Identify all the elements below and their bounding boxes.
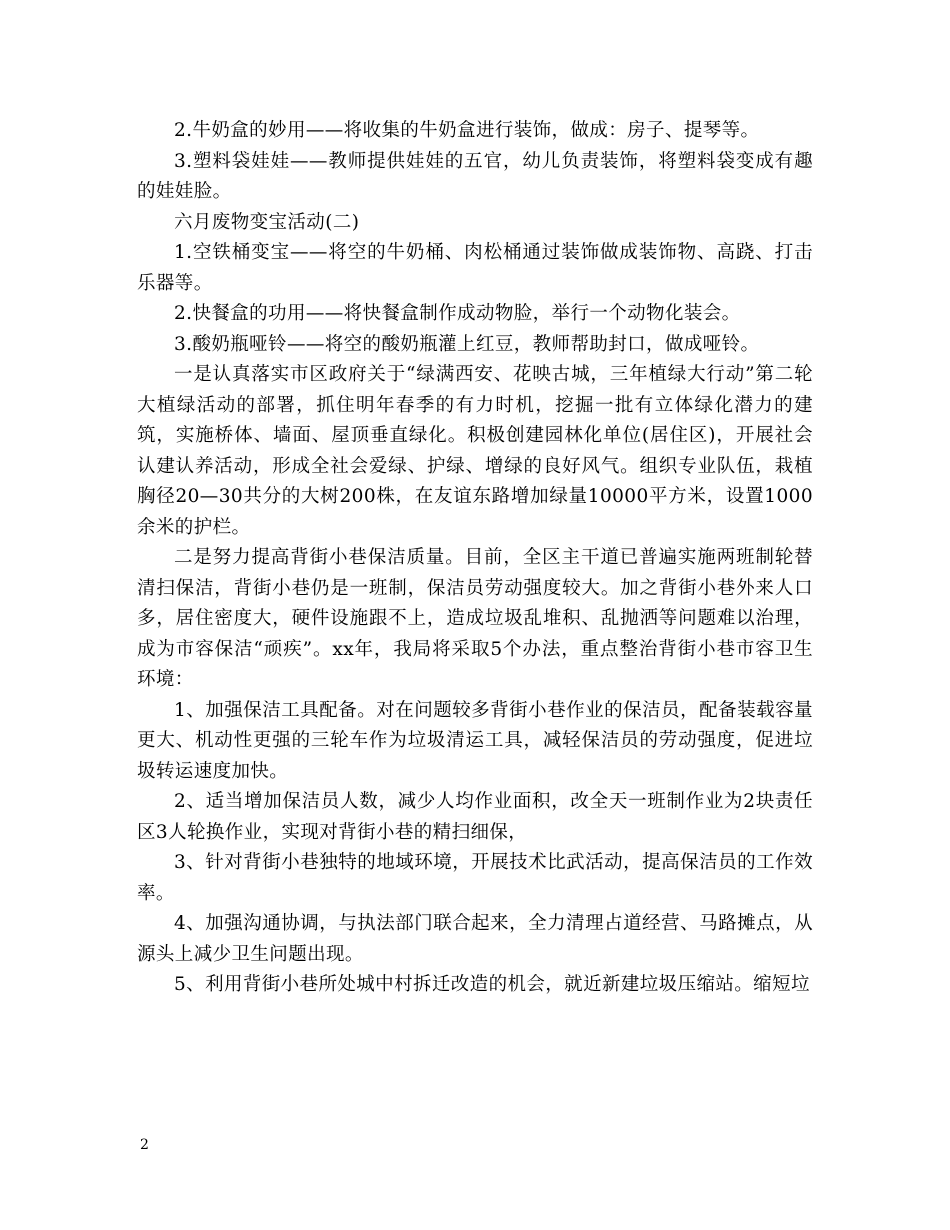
list-item-3-skills-contest: 3、针对背街小巷独特的地域环境，开展技术比武活动，提高保洁员的工作效率。 bbox=[137, 852, 813, 904]
document-body bbox=[137, 116, 813, 1001]
paragraph-alley-cleaning: 二是努力提高背街小巷保洁质量。目前，全区主干道已普遍实施两班制轮替清扫保洁，背街小巷仍是一班制，保洁员劳动强度较大。加之背街小巷外来人口多，居住密度大，硬件设施跟不上，造成垃圾乱堆积、乱抛洒等问题难以治理，成为市容保洁“顽疾”。xx年，我局将采取5个办法，重点整治背街小巷市容卫生环境： bbox=[137, 547, 813, 690]
page-number: 2 bbox=[140, 1137, 149, 1153]
list-item-4-coordination: 4、加强沟通协调，与执法部门联合起来，全力清理占道经营、马路摊点，从源头上减少卫生问题出现。 bbox=[137, 913, 813, 965]
paragraph-greening-plan: 一是认真落实市区政府关于“绿满西安、花映古城，三年植绿大行动”第二轮大植绿活动的部署，抓住明年春季的有力时机，挖掘一批有立体绿化潜力的建筑，实施桥体、墙面、屋顶垂直绿化。积极创建园林化单位(居住区)，开展社会认建认养活动，形成全社会爱绿、护绿、增绿的良好风气。组织专业队伍，栽植胸径20—30共分的大树200株，在友谊东路增加绿量10000平方米，设置1000余米的护栏。 bbox=[137, 364, 813, 538]
paragraph-plastic-bag-doll: 3.塑料袋娃娃——教师提供娃娃的五官，幼儿负责装饰，将塑料袋变成有趣的娃娃脸。 bbox=[137, 150, 813, 202]
paragraph-yogurt-dumbbell: 3.酸奶瓶哑铃——将空的酸奶瓶灌上红豆，教师帮助封口，做成哑铃。 bbox=[174, 333, 760, 355]
paragraph-milk-box: 2.牛奶盒的妙用——将收集的牛奶盒进行装饰，做成：房子、提琴等。 bbox=[174, 120, 760, 141]
section-heading-activity-two: 六月废物变宝活动(二) bbox=[174, 211, 360, 233]
list-item-1-cleaning-tools: 1、加强保洁工具配备。对在问题较多背街小巷作业的保洁员，配备装载容量更大、机动性更强的三轮车作为垃圾清运工具，减轻保洁员的劳动强度，促进垃圾转运速度加快。 bbox=[137, 699, 813, 782]
list-item-2-more-cleaners: 2、适当增加保洁员人数，减少人均作业面积，改全天一班制作业为2块责任区3人轮换作业，实现对背街小巷的精扫细保， bbox=[137, 791, 813, 843]
paragraph-iron-bucket: 1.空铁桶变宝——将空的牛奶桶、肉松桶通过装饰做成装饰物、高跷、打击乐器等。 bbox=[137, 242, 813, 294]
list-item-5-compression-station: 5、利用背街小巷所处城中村拆迁改造的机会，就近新建垃圾压缩站。缩短垃 bbox=[174, 974, 810, 995]
paragraph-fast-food-box: 2.快餐盒的功用——将快餐盒制作成动物脸，举行一个动物化装会。 bbox=[174, 303, 741, 324]
